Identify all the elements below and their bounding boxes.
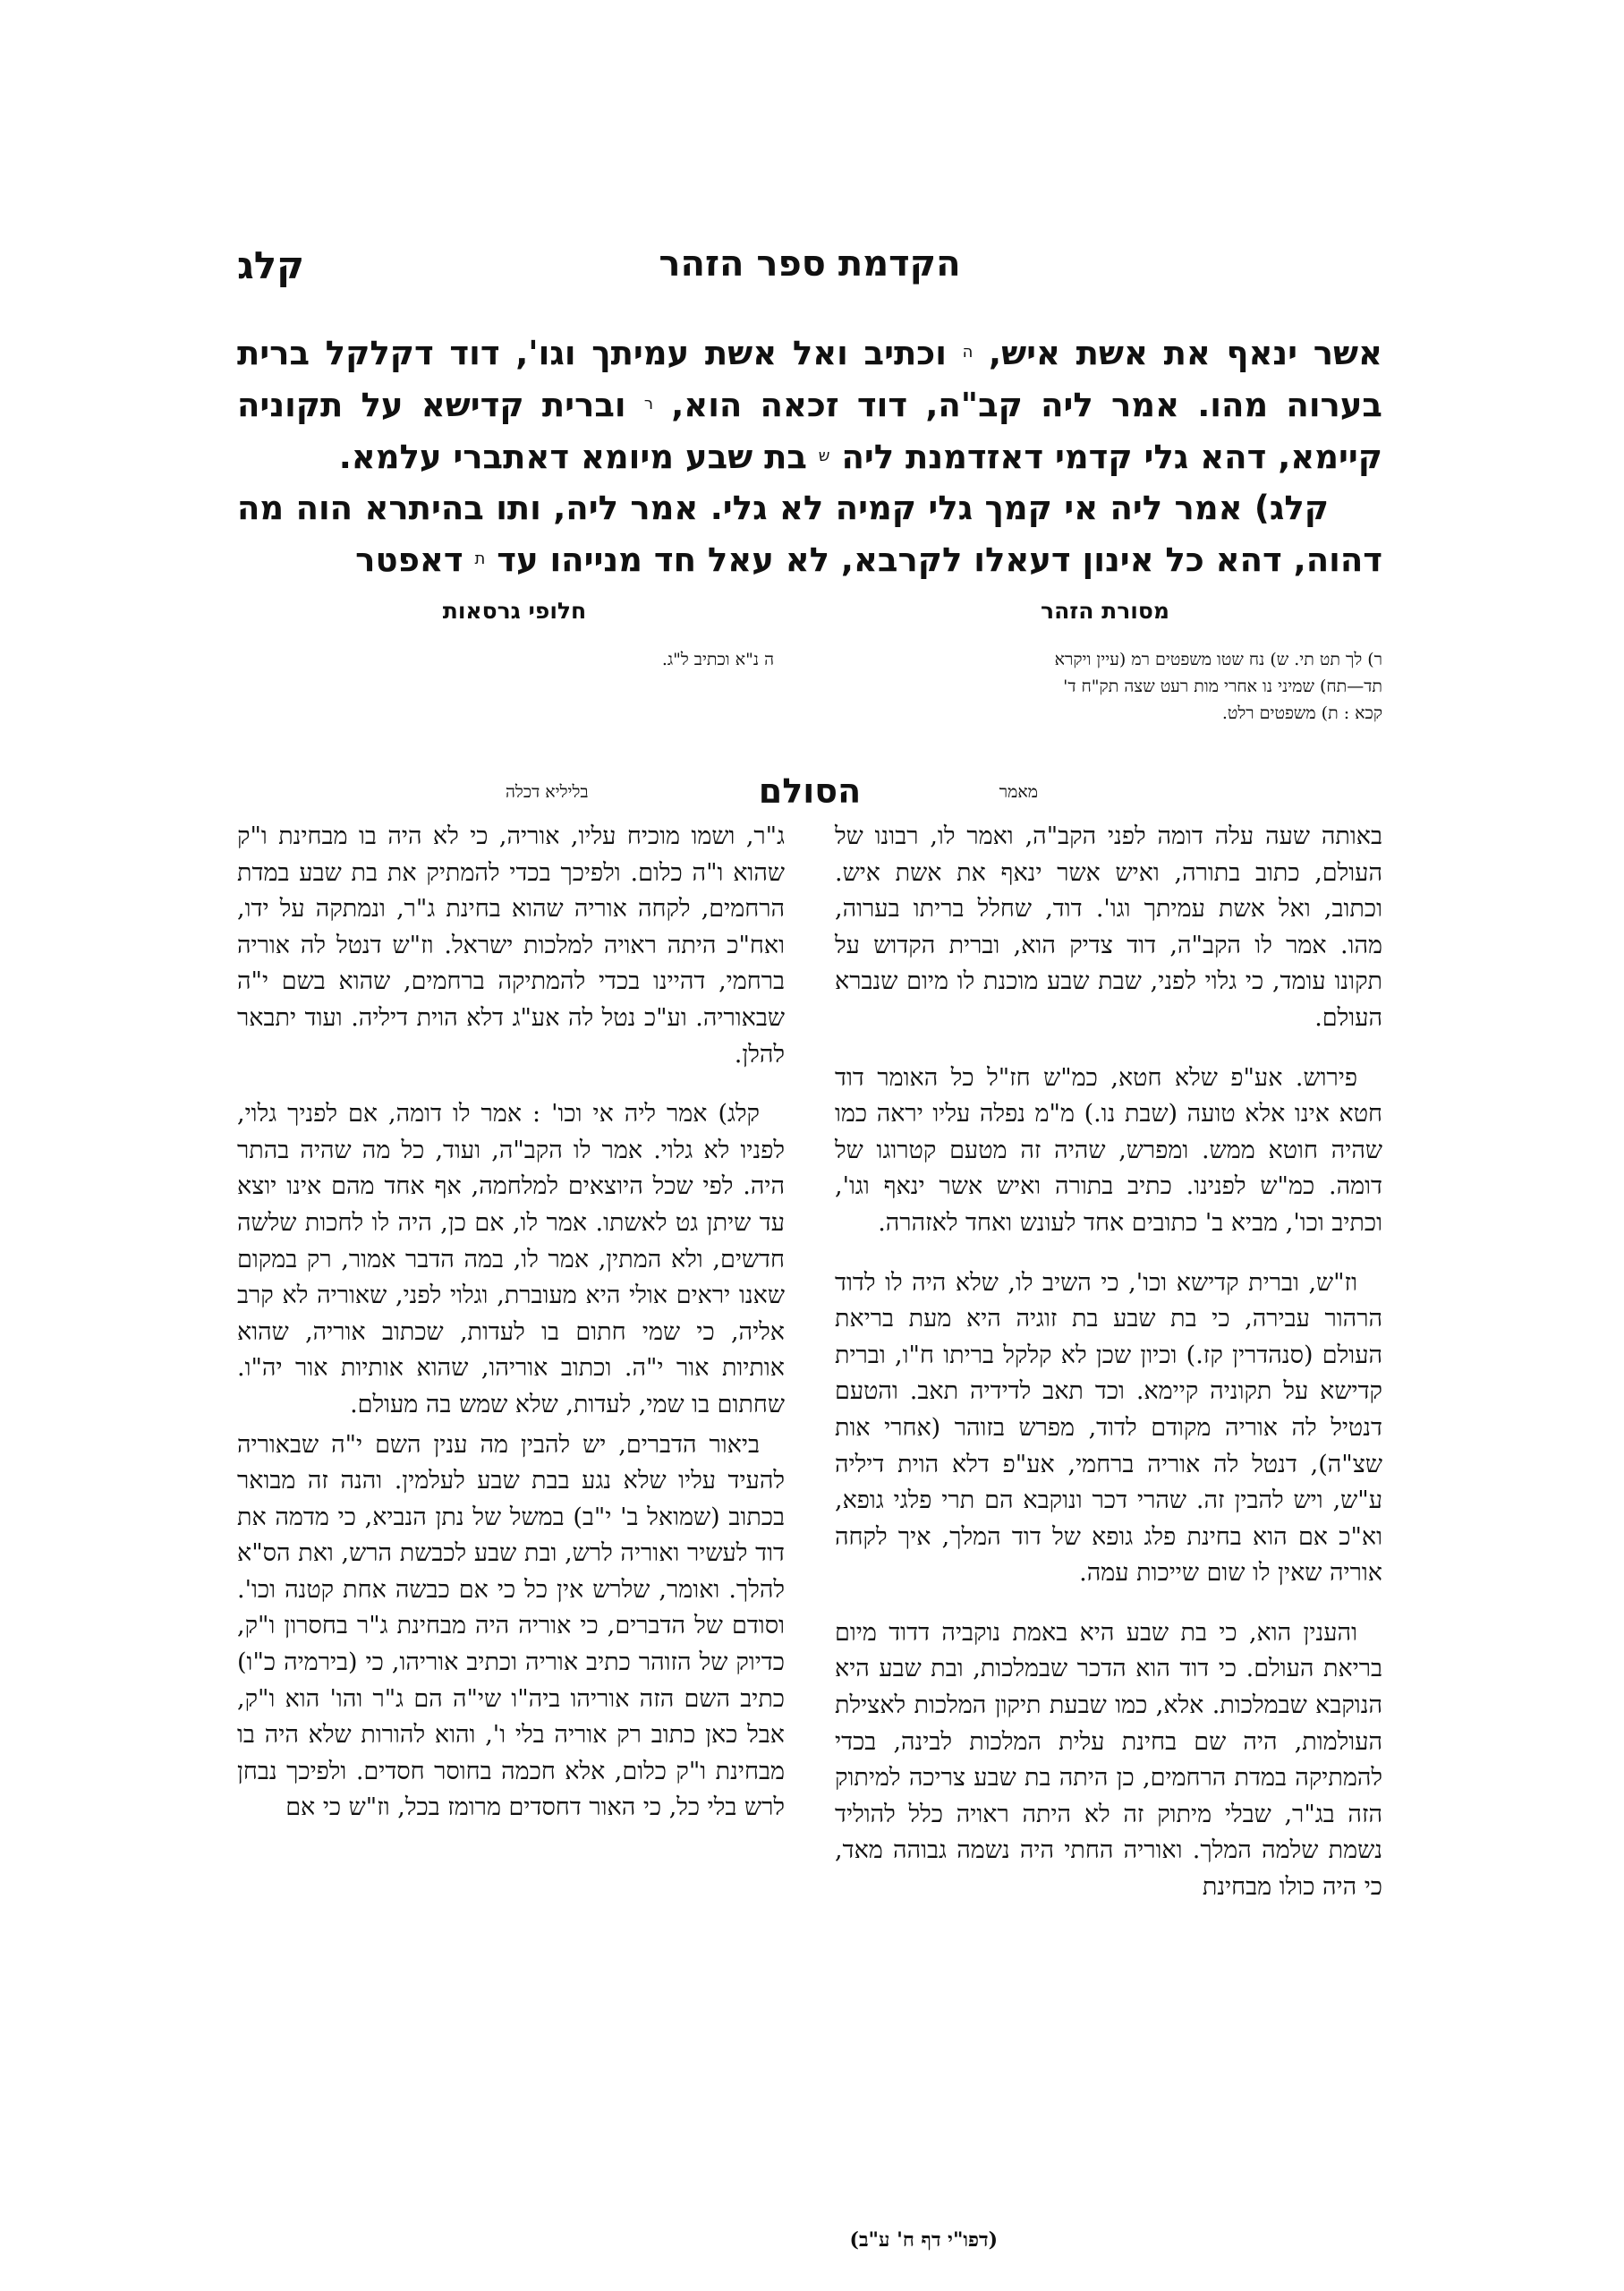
masoret-body [828,646,1382,727]
document-page [237,0,1382,2291]
masoret-line: תד—תח) שמיני נו אחרי מות רעט שצה תק"ח ד' [1063,677,1382,696]
zohar-paragraph: קלג) אמר ליה אי קמך גלי קמיה לא גלי. אמר ליה, ותו בהיתרא הוה מה דהוה, דהא כל אינון דעאלו לקרבא, לא עאל חד מנייהו עד $^ת$ דאפטר [237,489,1382,579]
zohar-paragraph: אשר ינאף את אשת איש, $^ה$ וכתיב ואל אשת עמיתך וגו', דוד דקלקל ברית בערוה מהו. אמר ליה קב"ה, דוד זכאה הוא, $^ר$ וברית קדישא על תקוניה קיימא, דהא גלי קדמי דאזדמנת ליה $^ש$ בת שבע מיומא דאתברי עלמא. [237,334,1382,476]
section-label-right: מאמר [999,782,1038,802]
girsaot-heading: חלופי גרסאות [442,598,587,624]
section-label-left: בליליא דכלה [506,782,589,802]
footnote-marker: ה [962,343,974,362]
footnote-marker: ר [643,395,653,413]
commentary-column-left [237,819,785,1830]
commentary-paragraph: ג"ר, ושמו מוכיח עליו, אוריה, כי לא היה בו מבחינת ו"ק שהוא ו"ה כלום. ולפיכך בכדי להמתיק את בת שבע במדת הרחמים, לקחה אוריה שהוא בחינת ג"ר, ונמתקה על ידו, ואח"כ היתה ראויה למלכות ישראל. וז"ש דנטל לה אוריה ברחמי, דהיינו בכדי להמתיקה ברחמים, שהוא בשם י"ה שבאוריה. וע"כ נטל לה אע"ג דלא הוית דיליה. ועוד יתבאר להלן. [237,822,785,1069]
page-number: קלג [237,243,305,287]
notes-section [237,598,1382,777]
masoret-heading: מסורת הזהר [1041,598,1169,624]
commentary-paragraph: פירוש. אע"פ שלא חטא, כמ"ש חז"ל כל האומר דוד חטא אינו אלא טועה (שבת נו.) מ"מ נפלה עליו יראה כמו שהיה חוטא ממש. ומפרש, שהיה זה מטעם קטרוגו של דומה. כמ"ש לפנינו. כתיב בתורה ואיש אשר ינאף וגו', וכתיב וכו', מביא ב' כתובים אחד לעונש ואחד לאזהרה. [835,1063,1382,1237]
commentary-column-right [835,819,1382,1910]
commentary-paragraph: ביאור הדברים, יש להבין מה ענין השם י"ה שבאוריה להעיד עליו שלא נגע בבת שבע לעלמין. והנה זה מבואר בכתוב (שמואל ב' י"ב) במשל של נתן הנביא, כי מדמה את דוד לעשיר ואוריה לרש, ובת שבע לכבשת הרש, ואת הס"א להלך. ואומר, שלרש אין כל כי אם כבשה אחת קטנה וכו'. וסודם של הדברים, כי אוריה היה מבחינת ג"ר בחסרון ו"ק, כדיוק של הזוהר כתיב אוריה וכתיב אוריהו, כי (בירמיה כ"ו) כתיב השם הזה אוריהו ביה"ו שי"ה הם ג"ר והו' הוא ו"ק, אבל כאן כתוב רק אוריה בלי ו', והוא להורות שלא היה בו מבחינת ו"ק כלום, אלא חכמה בחוסר חסדים. ולפיכך נבחן לרש בלי כל, כי האור דחסדים מרומז בכל, וז"ש כי אם [237,1430,785,1822]
sulam-title: הסולם [758,771,862,811]
chilufei-girsaot [237,598,792,673]
footnote-marker: ש [818,447,830,465]
book-title: הקדמת ספר הזהר [659,243,961,285]
footnote-marker: ת [474,549,486,568]
masoret-line: ר) לך תט תי. ש) נח שטו משפטים רמ (עיין ויקרא [1054,650,1382,669]
sulam-header [237,771,1382,816]
masoret-line: קכא : ת) משפטים רלט. [1221,703,1382,723]
masoret-hazohar [828,598,1382,727]
commentary-paragraph: והענין הוא, כי בת שבע היא באמת נוקביה דדוד מיום בריאת העולם. כי דוד הוא הדכר שבמלכות, ובת שבע היא הנוקבא שבמלכות. אלא, כמו שבעת תיקון המלכות לאצילת העולמות, היה שם בחינת עלית המלכות לבינה, בכדי להמתיקה במדת הרחמים, כן היתה בת שבע צריכה למיתוק הזה בג"ר, שבלי מיתוק זה לא היתה ראויה כלל להוליד נשמת שלמה המלך. ואוריה החתי היה נשמה גבוהה מאד, כי היה כולו מבחינת [835,1618,1382,1902]
girsaot-line: ה נ"א וכתיב ל"ג. [661,650,774,669]
zohar-text [237,327,1382,585]
commentary-paragraph: קלג) אמר ליה אי וכו' : אמר לו דומה, אם לפניך גלוי, לפניו לא גלוי. אמר לו הקב"ה, ועוד, כל מה שהיה בהתר היה. לפי שכל היוצאים למלחמה, אף אחד מהם אינו יוצא עד שיתן גט לאשתו. אמר לו, אם כן, היה לו לחכות שלשה חדשים, ולא המתין, אמר לו, במה הדבר אמור, רק במקום שאנו יראים אולי היא מעוברת, וגלוי לפני, שאוריה לא קרב אליה, כי שמי חתום בו לעדות, שכתוב אוריה, שהוא אותיות אור י"ה. וכתוב אוריהו, שהוא אותיות אור יה"ו. שחתום בו שמי, לעדות, שלא שמש בה מעולם. [237,1100,785,1418]
running-head [237,243,1382,297]
commentary-paragraph: באותה שעה עלה דומה לפני הקב"ה, ואמר לו, רבונו של העולם, כתוב בתורה, ואיש אשר ינאף את אשת איש. וכתוב, ואל אשת עמיתך וגו'. דוד, שחלל בריתו בערוה, מהו. אמר לו הקב"ה, דוד צדיק הוא, וברית הקדוש על תקונו עומד, כי גלוי לפני, שבת שבע מוכנת לו מיום שנברא העולם. [835,822,1382,1032]
print-reference: (דפו"י דף ח' ע"ב) [849,2228,998,2252]
commentary-paragraph: וז"ש, וברית קדישא וכו', כי השיב לו, שלא היה לו לדוד הרהור עבירה, כי בת שבע בת זוגיה היא מעת בריאת העולם (סנהדרין קז.) וכיון שכן לא קלקל בריתו ח"ו, וברית קדישא על תקוניה קיימא. וכד תאב לדידיה תאב. והטעם דנטיל לה אוריה מקודם לדוד, מפרש בזוהר (אחרי אות שצ"ה), דנטל לה אוריה ברחמי, אע"פ דלא הוית דיליה ע"ש, ויש להבין זה. שהרי דכר ונוקבא הם תרי פלגי גופא, וא"כ אם הוא בחינת פלג גופא של דוד המלך, איך לקחה אוריה שאין לו שום שייכות עמה. [835,1268,1382,1588]
girsaot-body [237,646,792,673]
